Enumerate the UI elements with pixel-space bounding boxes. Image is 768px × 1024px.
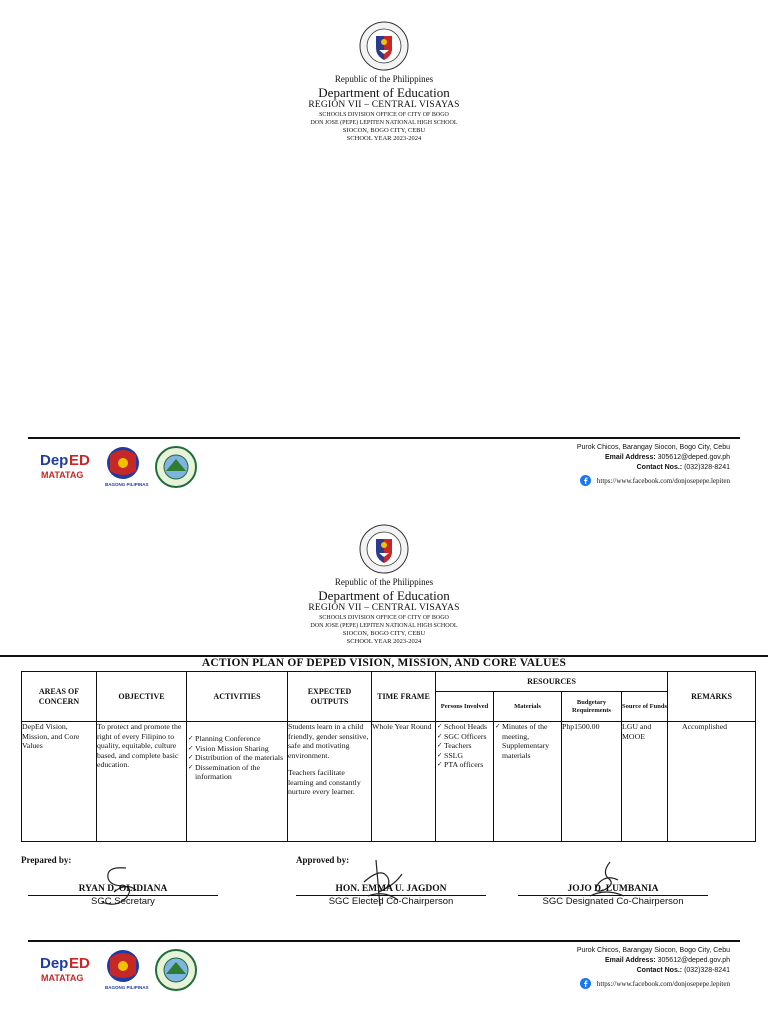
deped-matatag-logo-icon	[40, 452, 90, 480]
email-label: Email Address:	[604, 957, 656, 964]
department-text: Department of Education	[318, 85, 450, 100]
prepared-role: SGC Secretary	[91, 896, 155, 907]
republic-text: Republic of the Philippines	[334, 577, 434, 587]
svg-text:BAGONG PILIPINAS: BAGONG PILIPINAS	[105, 482, 149, 487]
material-item: ✓ Minutes of the meeting, Supplementary materials	[495, 722, 561, 760]
footer-contact	[577, 946, 730, 989]
svg-text:MATATAG: MATATAG	[41, 973, 84, 983]
approved2-name: JOJO D. LUMBANIA	[567, 884, 659, 894]
footer-logos	[38, 946, 203, 992]
footer-address: Purok Chicos, Barangay Siocon, Bogo City, Cebu	[576, 947, 730, 954]
bagong-pilipinas-logo-icon	[105, 447, 149, 487]
svg-text:Dep: Dep	[40, 955, 69, 972]
contact-value: (032)328-8241	[684, 967, 730, 974]
col-time-header: TIME FRAME	[372, 672, 436, 722]
republic-text: Republic of the Philippines	[334, 74, 434, 84]
col-persons-header: Persons Involved	[436, 692, 494, 722]
email-value: 305612@deped.gov.ph	[657, 957, 730, 964]
footer-rule	[28, 940, 740, 942]
plan-title: ACTION PLAN OF DEPED VISION, MISSION, AND CORE VALUES	[201, 657, 567, 669]
col-remarks-header: REMARKS	[668, 672, 756, 722]
cell-activities	[187, 722, 288, 842]
email-label: Email Address:	[604, 454, 656, 461]
activity-item: ✓ Distribution of the materials	[188, 753, 287, 763]
prepared-by-label: Prepared by:	[21, 855, 72, 865]
svg-text:Dep: Dep	[40, 452, 69, 469]
cell-time: Whole Year Round	[372, 722, 436, 842]
school-year-text: SCHOOL YEAR 2023-2024	[346, 135, 422, 142]
col-activities-header: ACTIVITIES	[187, 672, 288, 722]
col-areas-header: AREAS OF CONCERN	[22, 672, 97, 722]
svg-text:ED: ED	[69, 955, 90, 972]
department-text: Department of Education	[318, 588, 450, 603]
approved1-role: SGC Elected Co-Chairperson	[328, 896, 454, 907]
activity-item: ✓ Planning Conference	[188, 734, 287, 744]
svg-text:BAGONG PILIPINAS: BAGONG PILIPINAS	[105, 985, 149, 990]
cell-materials	[494, 722, 562, 842]
col-resources-header: RESOURCES	[436, 672, 668, 692]
school-text: DON JOSE (PEPE) LEPITEN NATIONAL HIGH SCHOOL	[310, 120, 458, 126]
signature-block-approved-1	[296, 884, 486, 908]
person-item: ✓ SSLG	[437, 751, 493, 761]
address-text: SIOCON, BOGO CITY, CEBU	[342, 630, 426, 637]
person-item: ✓ School Heads	[437, 722, 493, 732]
division-text: SCHOOLS DIVISION OFFICE OF CITY OF BOGO	[319, 615, 449, 621]
footer-contact	[577, 443, 730, 486]
person-item: ✓ Teachers	[437, 741, 493, 751]
footer-rule	[28, 437, 740, 439]
col-funds-header: Source of Funds	[622, 692, 668, 722]
school-text: DON JOSE (PEPE) LEPITEN NATIONAL HIGH SCHOOL	[310, 623, 458, 629]
col-expected-header: EXPECTED OUTPUTS	[288, 672, 372, 722]
division-text: SCHOOLS DIVISION OFFICE OF CITY OF BOGO	[319, 112, 449, 118]
person-item: ✓ SGC Officers	[437, 732, 493, 742]
contact-value: (032)328-8241	[684, 464, 730, 471]
contact-label: Contact Nos.:	[636, 464, 683, 471]
facebook-link[interactable]: https://www.facebook.com/donjosepepe.lepiten	[596, 979, 730, 988]
prepared-name: RYAN D. OLIDIANA	[78, 884, 168, 894]
activity-item: ✓ Dissemination of the information	[188, 763, 287, 782]
address-text: SIOCON, BOGO CITY, CEBU	[342, 127, 426, 134]
region-text: REGION VII – CENTRAL VISAYAS	[308, 100, 460, 110]
page1-letterhead	[0, 20, 768, 143]
col-objective-header: OBJECTIVE	[97, 672, 187, 722]
page2-letterhead	[0, 523, 768, 646]
approved1-name: HON. EMMA U. JAGDON	[335, 884, 447, 894]
cell-funds: LGU and MOOE	[622, 722, 668, 842]
signature-block-approved-2	[518, 884, 708, 908]
approved-by-label: Approved by:	[296, 855, 350, 865]
school-seal-icon	[156, 447, 196, 487]
cell-expected	[288, 722, 372, 842]
facebook-icon	[580, 978, 591, 989]
cell-persons	[436, 722, 494, 842]
email-value: 305612@deped.gov.ph	[657, 454, 730, 461]
deped-matatag-logo-icon	[40, 955, 90, 983]
school-year-text: SCHOOL YEAR 2023-2024	[346, 638, 422, 645]
region-text: REGION VII – CENTRAL VISAYAS	[308, 603, 460, 613]
cell-remarks: Accomplished	[668, 722, 756, 842]
school-seal-icon	[156, 950, 196, 990]
footer-address: Purok Chicos, Barangay Siocon, Bogo City, Cebu	[576, 444, 730, 451]
cell-objective: To protect and promote the right of every Filipino to quality, equitable, culture based, and complete basic education.	[97, 722, 187, 842]
page1-footer	[28, 437, 740, 492]
footer-logos	[38, 443, 203, 489]
expected-output-1: Students learn in a child friendly, gender sensitive, safe and motivating environment.	[288, 722, 369, 760]
bagong-pilipinas-logo-icon	[105, 950, 149, 990]
cell-areas: DepEd Vision, Mission, and Core Values	[22, 722, 97, 842]
contact-label: Contact Nos.:	[636, 967, 683, 974]
approved2-role: SGC Designated Co-Chairperson	[542, 896, 684, 907]
activity-item: ✓ Vision Mission Sharing	[188, 744, 287, 754]
svg-text:MATATAG: MATATAG	[41, 470, 84, 480]
svg-text:ED: ED	[69, 452, 90, 469]
facebook-link[interactable]: https://www.facebook.com/donjosepepe.lepiten	[596, 476, 730, 485]
expected-output-2: Teachers facilitate learning and constantly nurture every learner.	[288, 768, 361, 796]
deped-seal-icon	[358, 20, 410, 72]
deped-seal-icon	[358, 523, 410, 575]
cell-budget: Php1500.00	[562, 722, 622, 842]
col-materials-header: Materials	[494, 692, 562, 722]
facebook-icon	[580, 475, 591, 486]
col-budget-header: Budgetary Requirements	[562, 692, 622, 722]
person-item: ✓ PTA officers	[437, 760, 493, 770]
action-plan-table	[21, 671, 756, 842]
page2-footer	[28, 940, 740, 995]
table-row	[22, 722, 756, 842]
signature-block-prepared	[28, 884, 218, 908]
